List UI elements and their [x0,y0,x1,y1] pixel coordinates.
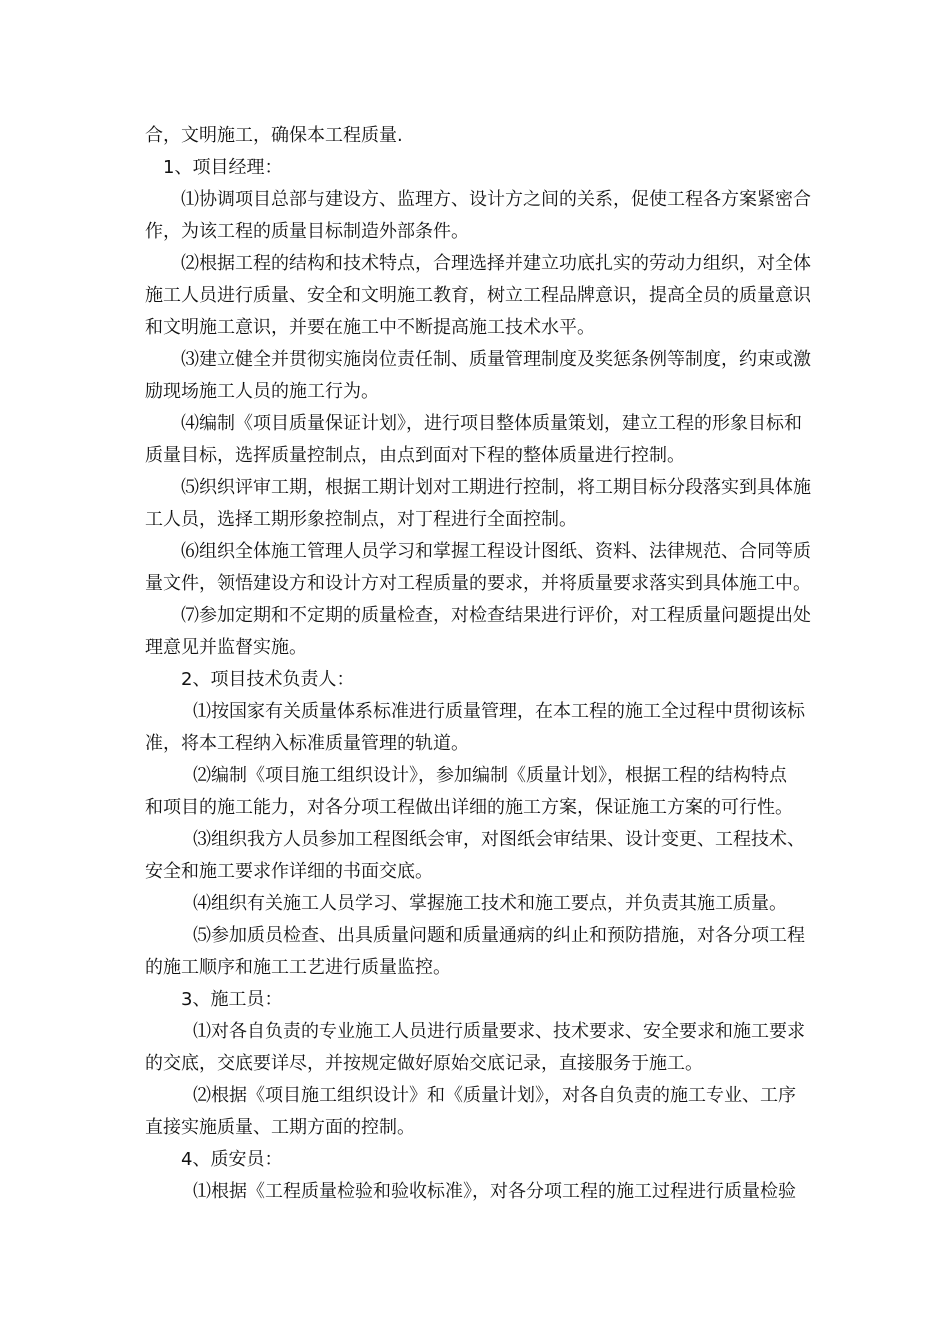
text-line: ⑵编制《项目施工组织设计》，参加编制《质量计划》，根据工程的结构特点 [193,765,787,786]
text-line: 安全和施工要求作详细的书面交底。 [145,861,433,882]
text-line: ⑹组织全体施工管理人员学习和掌握工程设计图纸、资料、法律规范、合同等质 [181,541,811,562]
text-line: ⑷组织有关施工人员学习、掌握施工技术和施工要点，并负责其施工质量。 [193,893,787,914]
section-heading: 4、质安员： [181,1149,283,1170]
text-line: 理意见并监督实施。 [145,637,307,658]
text-line: ⑶组织我方人员参加工程图纸会审，对图纸会审结果、设计变更、工程技术、 [193,829,805,850]
section-heading: 1、项目经理： [163,157,283,178]
text-line: ⑸织织评审工期，根据工期计划对工期进行控制，将工期目标分段落实到具体施 [181,477,811,498]
text-line: 和文明施工意识，并要在施工中不断提高施工技术水平。 [145,317,595,338]
text-line: ⑵根据工程的结构和技术特点，合理选择并建立功底扎实的劳动力组织，对全体 [181,253,811,274]
text-line: ⑴对各自负责的专业施工人员进行质量要求、技术要求、安全要求和施工要求 [193,1021,805,1042]
text-line: 和项目的施工能力，对各分项工程做出详细的施工方案，保证施工方案的可行性。 [145,797,793,818]
text-line: 量文件，领悟建设方和设计方对工程质量的要求，并将质量要求落实到具体施工中。 [145,573,811,594]
text-line: ⑶建立健全并贯彻实施岗位责任制、质量管理制度及奖惩条例等制度，约束或激 [181,349,811,370]
text-line: 励现场施工人员的施工行为。 [145,381,379,402]
section-heading: 3、施工员： [181,989,283,1010]
text-line: ⑷编制《项目质量保证计划》，进行项目整体质量策划，建立工程的形象目标和 [181,413,802,434]
text-line: 的施工顺序和施工工艺进行质量监控。 [145,957,451,978]
text-line: 直接实施质量、工期方面的控制。 [145,1117,415,1138]
text-line: ⑺参加定期和不定期的质量检查，对检查结果进行评价，对工程质量问题提出处 [181,605,811,626]
text-line: ⑴按国家有关质量体系标准进行质量管理，在本工程的施工全过程中贯彻该标 [193,701,805,722]
text-line: 工人员，选择工期形象控制点，对丁程进行全面控制。 [145,509,577,530]
text-line: ⑴协调项目总部与建设方、监理方、设计方之间的关系，促使工程各方案紧密合 [181,189,811,210]
text-line: 质量目标，选挥质量控制点，由点到面对下程的整体质量进行控制。 [145,445,685,466]
text-line: 准，将本工程纳入标准质量管理的轨道。 [145,733,469,754]
text-line: ⑵根据《项目施工组织设计》和《质量计划》，对各自负责的施工专业、工序 [193,1085,796,1106]
text-line: ⑴根据《工程质量检验和验收标准》，对各分项工程的施工过程进行质量检验 [193,1181,796,1202]
text-line: ⑸参加质员检查、出具质量问题和质量通病的纠止和预防措施，对各分项工程 [193,925,805,946]
text-line: 施工人员进行质量、安全和文明施工教育，树立工程品牌意识，提高全员的质量意识 [145,285,811,306]
text-line: 作，为该工程的质量目标制造外部条件。 [145,221,469,242]
text-line: 的交底，交底要详尽，并按规定做好原始交底记录，直接服务于施工。 [145,1053,703,1074]
text-line: 合，文明施工，确保本工程质量. [145,125,403,146]
section-heading: 2、项目技术负责人： [181,669,355,690]
